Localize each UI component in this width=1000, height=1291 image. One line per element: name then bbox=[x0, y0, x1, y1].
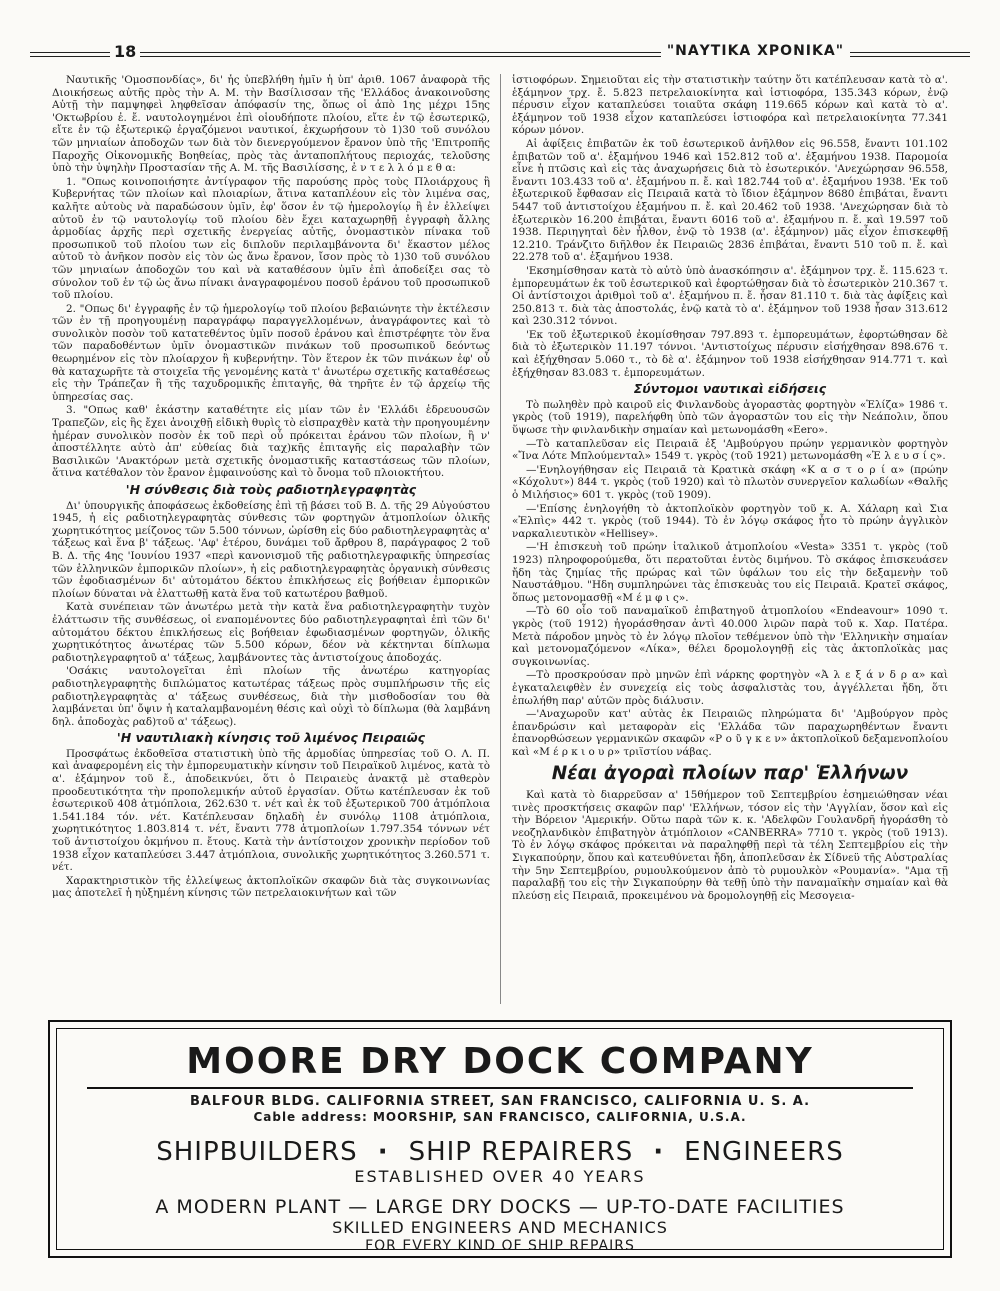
article-paragraph: ἱστιοφόρων. Σημειοῦται εἰς τὴν στατιστικὴν ταύτην ὅτι κατέπλευσαν κατὰ τὸ α'. ἑξάμηνον τρχ. ἔ. 5.823 πετρελαιοκίνητα καὶ ἱστιοφόρα, 135.343 κόρων, ἐνῷ πέρυσιν εἶχον καταπλεύσει τοιαῦτα σκάφη 119.665 κόρων καὶ κατὰ τὸ α'. ἑξάμηνον τοῦ 1938 εἶχον καταπλεύσει ἱστιοφόρα καὶ πετρελαιοκίνητα 77.341 κόρων μόνον. bbox=[512, 74, 948, 137]
ad-address: BALFOUR BLDG. CALIFORNIA STREET, SAN FRANCISCO, CALIFORNIA U. S. A. bbox=[189, 1094, 811, 1109]
news-item: —'Ενηλογήθησαν εἰς Πειραιᾶ τὰ Κρατικὰ σκάφη «Κ α σ τ ο ρ ί α» (πρώην «Κόχολυτ») 844 τ. γκρὸς (τοῦ 1920) καὶ τὸ πλωτὸν συνεργεῖον καλωδίων «Θαλῆς ὁ Μιλήσιος» 601 τ. γκρὸς (τοῦ 1909). bbox=[512, 463, 948, 501]
article-paragraph: 'Εκσημίσθησαν κατὰ τὸ αὐτὸ ὑπὸ ἀνασκόπησιν α'. ἑξάμηνον τρχ. ἔ. 115.623 τ. ἐμπορευμάτων ἐκ τοῦ ἐσωτερικοῦ καὶ ἐφορτώθησαν διὰ τὸ ἐσωτερικὸν 210.367 τ. Οἱ ἀντίστοιχοι ἀριθμοὶ τοῦ α'. ἑξαμήνου π. ἔ. ἦσαν 81.110 τ. διὰ τὰς ἀφίξεις καὶ 250.813 τ. διὰ τὰς ἀποστολάς, ἐνῷ κατὰ τὸ α'. ἑξάμηνον τοῦ 1938 ἦσαν 313.612 καὶ 230.312 τόννοι. bbox=[512, 264, 948, 328]
article-paragraph: Χαρακτηριστικὸν τῆς ἐλλείψεως ἀκτοπλοϊκῶν σκαφῶν διὰ τὰς συγκοινωνίας μας ἀποτελεῖ ἡ ηὐξημένη κίνησις τῶν πετρελαιοκινήτων καὶ τῶν bbox=[52, 874, 490, 900]
article-paragraph: Κατὰ συνέπειαν τῶν ἀνωτέρω μετὰ τὴν κατὰ ἕνα ραδιοτηλεγραφητὴν τυχὸν ἐλάττωσιν τῆς συνθέσεως, οἱ εναπομένοντες δύο ραδιοτηλεγραφηταὶ ἐπὶ τῶν δι' αὐτομάτου δέκτου ἐπικλήσεως εἰς βοήθειαν ἐφωδιασμένων φορτηγῶν, ὁλικῆς χωρητικότητος ἀνωτέρας τῶν 5.500 κόρων, δέον νὰ κέκτηνται δίπλωμα ραδιοτηλεγραφητοῦ α' τάξεως, λαμβάνοντες τὰς ἀντιστοίχους ἀποδοχάς. bbox=[52, 601, 490, 664]
ad-divider bbox=[87, 1087, 913, 1089]
news-item: —'Η ἐπισκευὴ τοῦ πρώην ἰταλικοῦ ἀτμοπλοίου «Vesta» 3351 τ. γκρὸς (τοῦ 1923) πληροφορούμεθα, ὅτι περατοῦται ἐντὸς διμήνου. Τὸ σκάφος ἐπισκευάσεν ἤδη τὰς ζημίας τῆς πρώρας καὶ τῶν ὑφάλων του εἰς τὴν δεξαμενὴν τοῦ Ναυστάθμου. "Ηδη συμπληρώνει τὰς ἐπισκευὰς του εἰς Πειραιᾶ. Κρατεῖ σκάφος, ὅπως μετονομασθῇ «Μ έ μ φ ι ς». bbox=[512, 541, 948, 604]
left-column bbox=[52, 74, 490, 1004]
news-item: Τὸ πωληθὲν πρὸ καιροῦ εἰς Φινλανδοὺς ἀγοραστὰς φορτηγὸν «Ἑλίζα» 1986 τ. γκρὸς (τοῦ 1919), παρελήφθη ὑπὸ τῶν ἀγοραστῶν του εἰς τὴν Νεάπολιν, ὅπου ὕψωσε τὴν φινλανδικὴν σημαίαν καὶ μετωνομάσθη «Eero». bbox=[512, 398, 948, 437]
article-paragraph: 'Εκ τοῦ ἐξωτερικοῦ ἐκομίσθησαν 797.893 τ. ἐμπορευμάτων, ἐφορτώθησαν δὲ διὰ τὸ ἐξωτερικὸν 11.197 τόννοι. 'Αντιστοίχως πέρυσιν εἰσήχθησαν 898.676 τ. καὶ ἐξήχθησαν 5.060 τ., τὸ δὲ α'. ἑξάμηνον τοῦ 1938 εἰσήχθησαν 914.771 τ. καὶ ἐξήχθησαν 83.083 τ. ἐμπορευμάτων. bbox=[512, 328, 948, 379]
ad-established: ESTABLISHED OVER 40 YEARS bbox=[354, 1167, 646, 1186]
ad-service-engineers: ENGINEERS bbox=[684, 1137, 844, 1167]
piraeus-traffic-heading: 'Η ναυτιλιακὴ κίνησις τοῦ λιμένος Πειραιῶς bbox=[116, 730, 426, 746]
intro-paragraph: 1. "Οπως κοινοποιήσητε ἀντίγραφον τῆς παρούσης πρὸς τοὺς Πλοιάρχους ἢ Κυβερνήτας τῶν πλοίων καὶ πλοιαρίων, ἅτινα καταπλέουν εἰς τὸν λιμένα σας, καλῆτε αὐτοὺς νὰ παραδώσουν ὑμῖν, ἐφ' ὅσον ἐν τῷ ἡμερολογίῳ ἢ ἐν ἐλλείψει αὐτοῦ ἐν τῷ ναυτολογίῳ τοῦ πλοίου δὲν ἔχει καταχωρηθῇ ἐγγραφὴ ἄλλης ἁρμοδίας ἀρχῆς περὶ σχετικῆς ἐνεργείας αὐτῆς, ὀνομαστικὸν πίνακα τοῦ προσωπικοῦ τοῦ πλοίου των εἰς διπλοῦν περιλαμβάνοντα δι' ἕκαστον μέλος αὐτοῦ τὸ ἀνῆκον ποσὸν εἰς τὸν ὡς ἄνω ἔρανον, ἴσον πρὸς τὸ 1)30 τοῦ συνόλου τῶν μηνιαίων ἀποδοχῶν του καὶ νὰ καταθέσουν ὑμῖν ἐπὶ ἀποδείξει σας τὸ σύνολον τοῦ ἐν τῷ ὡς ἄνω πίνακι ἀναγραφομένου ποσοῦ ἐράνου τοῦ προσωπικοῦ τοῦ πλοίου. bbox=[52, 175, 490, 302]
column-divider bbox=[500, 74, 501, 1004]
page-header bbox=[30, 44, 970, 64]
intro-paragraph: 3. "Οπως καθ' ἑκάστην καταθέτητε εἰς μίαν τῶν ἐν 'Ελλάδι ἑδρευουσῶν Τραπεζῶν, εἰς ἣς ἔχει ἀνοιχθῇ εἰδικὴ θυρὶς τὸ εἰσπραχθὲν κατὰ τὴν προηγουμένην ἡμέραν συνολικὸν ποσὸν ἐκ τοῦ περὶ οὗ πρόκειται ἐράνου τῶν πλοίων, ἢ ν' ἀποστέλλητε αὐτὸ ἀπ' εὐθείας διὰ ταχ)κῆς ἐπιταγῆς εἰς παραλαβὴν τῶν Βασιλικῶν 'Ανακτόρων μετὰ σχετικῆς ὀνομαστικῆς καταστάσεως τῶν πλοίων, ἅτινα κατέθαλον τὸν ἔρανον ἐμφαινούσης καὶ τὸ ὄνομα τοῦ πλοιοκτήτου. bbox=[52, 404, 490, 480]
article-paragraph: Αἱ ἀφίξεις ἐπιβατῶν ἐκ τοῦ ἐσωτερικοῦ ἀνῆλθον εἰς 96.558, ἔναντι 101.102 ἐπιβατῶν τοῦ α'. ἑξαμήνου 1946 καὶ 152.812 τοῦ α'. ἑξαμήνου 1938. Παρομοία εἶνε ἡ πτῶσις καὶ εἰς τὰς ἀναχωρήσεις διὰ τὸ ἐσωτερικόν. 'Ανεχώρησαν 96.558, ἔναντι 103.433 τοῦ α'. ἑξαμήνου π. ἔ. καὶ 182.744 τοῦ α'. ἑξαμήνου 1938. 'Εκ τοῦ ἐξωτερικοῦ ἔφθασαν εἰς Πειραιᾶ κατὰ τὸ ἴδιον ἑξάμηνον 8680 ἐπιβάται, ἔναντι 5447 τοῦ ἀντιστοίχου ἑξαμήνου π. ἔ. καὶ 20.462 τοῦ 1938. 'Ανεχώρησαν διὰ τὸ ἐξωτερικὸν 16.200 ἐπιβάται, ἔναντι 6016 τοῦ α'. ἑξαμήνου π. ἔ. καὶ 19.597 τοῦ 1938. Περιηγηταὶ δὲν ἦλθον, ἐνῷ τὸ 1938 (α'. ἑξάμηνον) μᾶς εἶχον ἐπισκεφθῇ 12.210. Τράνζιτο διῆλθον ἐκ Πειραιῶς 2836 ἐπιβάται, ἔναντι 510 τοῦ π. ἔ. καὶ 22.278 τοῦ α'. ἑξαμήνου 1938. bbox=[512, 137, 948, 264]
page-number: 18 bbox=[110, 42, 140, 61]
article-paragraph: 'Οσάκις ναυτολογεῖται ἐπὶ πλοίων τῆς ἀνωτέρω κατηγορίας ραδιοτηλεγραφητὴς διπλώματος κατωτέρας τάξεως πρὸς συμπλήρωσιν τῆς εἰς ραδιοτηλεγραφητὰς α' τάξεως συνθέσεως, διὰ τὴν μισθοδοσίαν του θὰ λαμβάνεται ὑπ' ὄψιν ἡ καταλαμβανομένη θέσις καὶ οὐχὶ τὸ δίπλωμα (θὰ λαμβάνη δηλ. ἀποδοχὰς ραδ)τοῦ α' τάξεως). bbox=[52, 665, 490, 728]
ad-separator-dot: · bbox=[653, 1137, 665, 1167]
moore-dry-dock-advertisement bbox=[48, 1020, 952, 1258]
intro-paragraph: Ναυτικῆς 'Ομοσπονδίας», δι' ἧς ὑπεβλήθη ἡμῖν ἡ ὑπ' ἀριθ. 1067 ἀναφορὰ τῆς Διοικήσεως αὐτῆς πρὸς τὴν Α. Μ. τὴν Βασίλισσαν τῆς 'Ελλάδος ἀνακοινοῦσης Αὐτῇ τὴν παμψηφεὶ ληφθεῖσαν ἀπόφασίν της, ὅπως οἱ ἀπὸ 1ης μέχρι 15ης 'Οκτωβρίου ἐ. ἔ. ναυτολογημένοι ἐπὶ οἱουδήποτε πλοίου, εἴτε ἐν τῷ ἐσωτερικῷ, εἴτε ἐν τῷ ἐξωτερικῷ ἐργαζόμενοι ναυτικοί, ἐκχωρήσουν τὸ 1)30 τοῦ συνόλου τῶν μηνιαίων ἀποδοχῶν των διὰ τὸν διενεργούμενον ἔρανον ὑπὸ τῆς 'Επιτροπῆς Παροχῆς Οἰκονομικῆς Βοηθείας, πρὸς τὰς ἀνταποπλήτους περιοχάς, τελοῦσης ὑπὸ τὴν ὑψηλὴν Προστασίαν τῆς Α. Μ. τῆς Βασιλίσσης, ἐ ν τ ε λ λ ό μ ε θ α: bbox=[52, 74, 490, 175]
ad-services bbox=[57, 1137, 943, 1167]
ad-repairs-line: FOR EVERY KIND OF SHIP REPAIRS bbox=[365, 1238, 635, 1254]
ad-service-shipbuilders: SHIPBUILDERS bbox=[156, 1137, 358, 1167]
news-item: —Τὸ 60 οἷο τοῦ παναμαϊκοῦ ἐπιβατηγοῦ ἀτμοπλοίου «Endeavour» 1090 τ. γκρὸς (τοῦ 1912) ἠγοράσθησαν ἀντὶ 40.000 λιρῶν παρὰ τοῦ κ. Χαρ. Πατέρα. Μετὰ πάροδον μηνὸς τὸ ἐν λόγῳ πλοῖον τεθέμενον ὑπὸ τὴν 'Ελληνικὴν σημαίαν καὶ μετονομαζόμενον «Λίκα», θέλει δρομολογηθῇ εἰς τὰς ἀκτοπλοϊκὰς μας συγκοινωνίας. bbox=[512, 605, 948, 668]
radio-operators-heading: 'Η σύνθεσις διὰ τοὺς ραδιοτηλεγραφητὰς bbox=[125, 482, 417, 497]
publication-title: "ΝΑΥΤΙΚΑ ΧΡΟΝΙΚΑ" bbox=[661, 43, 850, 59]
ship-purchases-heading: Νέαι ἀγοραὶ πλοίων παρ' Ἑλλήνων bbox=[551, 763, 909, 785]
right-column bbox=[512, 74, 948, 1004]
ad-facilities: A MODERN PLANT — LARGE DRY DOCKS — UP-TO-DATE FACILITIES bbox=[155, 1196, 845, 1218]
intro-paragraph: 2. "Οπως δι' ἐγγραφῆς ἐν τῷ ἡμερολογίῳ τοῦ πλοίου βεβαιώνητε τὴν ἐκτέλεσιν τῶν ἐν τῇ προηγουμένῃ παραγράφῳ παραγγελλομένων, ἀναγράφοντες καὶ τὸ συνολικὸν ποσὸν τοῦ κατατεθέντος ὑμῖν ποσοῦ ἐράνου καὶ ἐπιστρέφητε τὸν ἕνα τῶν παραδοθέντων ὑμῖν ὀνομαστικῶν πινάκων τοῦ προσωπικοῦ δεόντως θεωρημένον εἰς τὸν πλοίαρχον ἢ κυβερνήτην. Τὸν ἕτερον ἐκ τῶν πινάκων ἐφ' οὗ θὰ καταχωρῆτε τὰ στοιχεῖα τῆς γενομένης κατὰ τ' ἀνωτέρω σχετικῆς καταθέσεως εἰς τὴν Τράπεζαν ἢ τῆς ταχυδρομικῆς ἐπιταγῆς, θὰ τηρῆτε ἐν τῷ ἀρχείῳ τῆς ὑπηρεσίας σας. bbox=[52, 302, 490, 403]
news-item: —'Αναχωροῦν κατ' αὐτὰς ἐκ Πειραιῶς πληρώματα δι' 'Αμβούργον πρὸς ἐπανδρώσιν καὶ μεταφορὰν εἰς 'Ελλάδα τῶν παραχωρηθέντων ἔναντι ἐπανορθώσεων γερμανικῶν σκαφῶν «Ρ ο ῦ γ κ ε ν» ἀκτοπλοϊκοῦ δεξαμενοπλοίου καὶ «Μ έ ρ κ ι ο υ ρ» τριϊστίου νάβας. bbox=[512, 708, 948, 758]
news-item: —'Επίσης ἐνηλογήθη τὸ ἀκτοπλοϊκὸν φορτηγὸν τοῦ κ. Α. Χάλαρη καὶ Σια «Ἐλπὶς» 442 τ. γκρὸς (τοῦ 1944). Τὸ ἐν λόγῳ σκάφος ἦτο τὸ πρώην ἀγγλικὸν ναρκαλιευτικὸν «Hellisey». bbox=[512, 502, 948, 540]
article-paragraph: Καὶ κατὰ τὸ διαρρεῦσαν α' 15θήμερον τοῦ Σεπτεμβρίου ἐσημειώθησαν νέαι τινὲς προσκτήσεις σκαφῶν παρ' 'Ελλήνων, τόσον εἰς τὴν 'Αγγλίαν, ὅσον καὶ εἰς τὴν Βόρειον 'Αμερικήν. Οὕτω παρὰ τῶν κ. κ. 'Αδελφῶν Γουλανδρῆ ἠγοράσθη τὸ νεοζηλανδικὸν ἐπιβατηγὸν ἀτμόπλοιον «CANBERRA» 7710 τ. γκρὸς (τοῦ 1913). Τὸ ἐν λόγῳ σκάφος πρόκειται νὰ παραληφθῇ περὶ τὰ τέλη Σεπτεμβρίου εἰς τὴν Σιγκαπούρην, ὅπου καὶ κατευθύνεται ἤδη, ἀποπλεῦσαν ἐκ Σίδνεϋ τῆς Αὐστραλίας τὴν 5ην Σεπτεμβρίου, ρυμουλκούμενον ἀπὸ τὸ ρυμουλκὸν «Ρουμανία». "Αμα τῇ παραλαβῇ του εἰς τὴν Σιγκαπούρην θὰ τεθῇ ὑπὸ τὴν παναμαϊκὴν σημαίαν καὶ θὰ πλεύσῃ εἰς Πειραιᾶ, προκειμένου νὰ δρομολογηθῇ εἰς Μεσογεια- bbox=[512, 789, 948, 902]
short-news-heading: Σύντομοι ναυτικαὶ εἰδήσεις bbox=[633, 381, 827, 397]
article-paragraph: Προσφάτως ἐκδοθεῖσα στατιστικὴ ὑπὸ τῆς ἁρμοδίας ὑπηρεσίας τοῦ Ο. Λ. Π. καὶ ἀναφερομένη εἰς τὴν ἐμπορευματικὴν κίνησιν τοῦ Πειραϊκοῦ λιμένος, κατὰ τὸ α'. ἑξάμηνον τοῦ ἔ., ἀποδεικνύει, ὅτι ὁ Πειραιεὺς ἀνακτᾷ μὲ σταθερὸν προοδευτικότητα τὴν προπολεμικήν αὐτοῦ ἐργασίαν. Οὕτω κατέπλευσαν ἐκ τοῦ ἐσωτερικοῦ 408 ἀτμόπλοια, 262.630 τ. νέτ καὶ ἐκ τοῦ ἐξωτερικοῦ 700 ἀτμόπλοια 1.541.184 τόν. νέτ. Κατέπλευσαν δηλαδὴ ἐν συνόλῳ 1108 ἀτμόπλοια, χωρητικότητος 1.803.814 τ. νέτ, ἔναντι 778 ἀτμοπλοίων 1.797.354 τόννων νέτ τοῦ ἀντιστοίχου ὀκμήνου π. ἔτους. Κατὰ τὴν ἀντίστοιχον χρονικὴν περίοδον τοῦ 1938 εἶχον καταπλεύσει 3.447 ἀτμόπλοια, συνολικῆς χωρητικότητος 3.260.571 τ. νέτ. bbox=[52, 747, 490, 874]
ad-cable-address: Cable address: MOORSHIP, SAN FRANCISCO, CALIFORNIA, U.S.A. bbox=[253, 1110, 747, 1124]
ad-service-ship-repairers: SHIP REPAIRERS bbox=[408, 1137, 634, 1167]
ad-company-name: MOORE DRY DOCK COMPANY bbox=[186, 1041, 814, 1082]
news-item: —Τὸ καταπλεῦσαν εἰς Πειραιᾶ ἐξ 'Αμβούργου πρώην γερμανικὸν φορτηγὸν «Ἴνα Λότε Μπλούμενταλ» 1549 τ. γκρὸς (τοῦ 1921) μετωνομάσθη «Ἐ λ ε υ σ ί ς». bbox=[512, 437, 948, 463]
ad-separator-dot: · bbox=[377, 1137, 389, 1167]
ad-skilled-staff: SKILLED ENGINEERS AND MECHANICS bbox=[332, 1218, 668, 1237]
ad-inner-frame bbox=[56, 1028, 944, 1254]
article-paragraph: Δι' ὑπουργικῆς ἀποφάσεως ἐκδοθείσης ἐπὶ τῇ βάσει τοῦ Β. Δ. τῆς 29 Αὐγούστου 1945, ἡ εἰς ραδιοτηλεγραφητὰς σύνθεσις τῶν φορτηγῶν ἀτμοπλοίων ὁλικῆς χωρητικότητος μείζονος τῶν 5.500 τόννων, ὡρίσθη εἰς δύο ραδιοτηλεγραφητὰς α' τάξεως καὶ ἕνα β' τάξεως. 'Αφ' ἑτέρου, δυνάμει τοῦ ἄρθρου 8, παράγραφος 2 τοῦ Β. Δ. τῆς 4ης 'Ιουνίου 1937 «περὶ κανονισμοῦ τῆς ραδιοτηλεγραφικῆς ὑπηρεσίας τῶν ἑλληνικῶν ἐμπορικῶν πλοίων», ἡ εἰς ραδιοτηλεγραφητὰς ὀργανικὴ σύνθεσις τῶν ἐφοδιασμένων δι' αὐτομάτου δέκτου ἐπικλήσεως εἰς βοήθειαν ἐμπορικῶν πλοίων δύναται νὰ ἐλαττωθῇ κατὰ ἕνα τοῦ κατωτέρου βαθμοῦ. bbox=[52, 499, 490, 600]
news-item: —Τὸ προσκρούσαν πρὸ μηνῶν ἐπὶ νάρκης φορτηγὸν «Ἀ λ ε ξ ά ν δ ρ α» καὶ ἐγκαταλειφθὲν ἐν συνεχείᾳ εἰς τοὺς ἀσφαλιστὰς του, ἀγγέλλεται ἤδη, ὅτι ἐπωλήθη παρ' αὐτῶν πρὸς διάλυσιν. bbox=[512, 669, 948, 707]
